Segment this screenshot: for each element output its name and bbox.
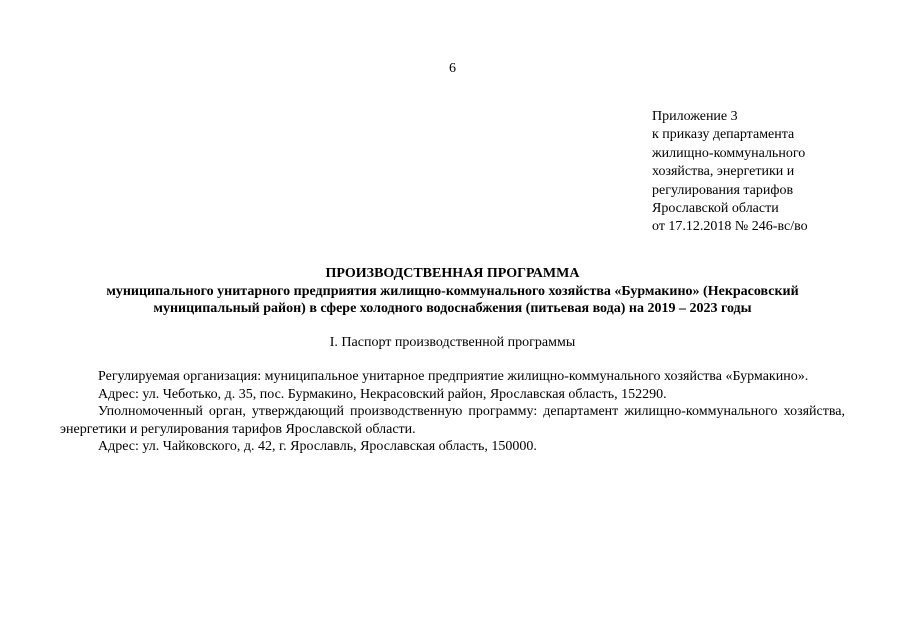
title-line: муниципального унитарного предприятия жилищно-коммунального хозяйства «Бурмакино» (Некрасовский [106, 283, 799, 299]
page-number: 6 [449, 61, 456, 76]
paragraph-authority: Уполномоченный орган, утверждающий производственную программу: департамент жилищно-коммунального хозяйства, энергетики и регулирования тарифов Ярославской области. [60, 404, 845, 437]
appendix-line: к приказу департамента [652, 127, 795, 143]
passport-body [60, 368, 845, 456]
title-main: ПРОИЗВОДСТВЕННАЯ ПРОГРАММА [325, 266, 580, 281]
appendix-line: хозяйства, энергетики и [652, 164, 795, 180]
paragraph-organization-address: Адрес: ул. Чеботько, д. 35, пос. Бурмакино, Некрасовский район, Ярославская область, 152290. [98, 386, 667, 402]
appendix-note [652, 108, 808, 237]
appendix-line: жилищно-коммунального [652, 145, 806, 161]
appendix-line: регулирования тарифов [652, 182, 794, 198]
section-heading: I. Паспорт производственной программы [329, 335, 576, 350]
document-title [60, 265, 845, 318]
appendix-line: Ярославской области [652, 201, 779, 217]
title-line: муниципальный район) в сфере холодного водоснабжения (питьевая вода) на 2019 – 2023 годы [153, 301, 752, 316]
appendix-line: от 17.12.2018 № 246-вс/во [652, 219, 808, 235]
appendix-line: Приложение 3 [652, 109, 738, 124]
paragraph-organization: Регулируемая организация: муниципальное унитарное предприятие жилищно-коммунального хозяйства «Бурмакино». [98, 369, 809, 384]
paragraph-authority-address: Адрес: ул. Чайковского, д. 42, г. Ярославль, Ярославская область, 150000. [98, 439, 537, 455]
